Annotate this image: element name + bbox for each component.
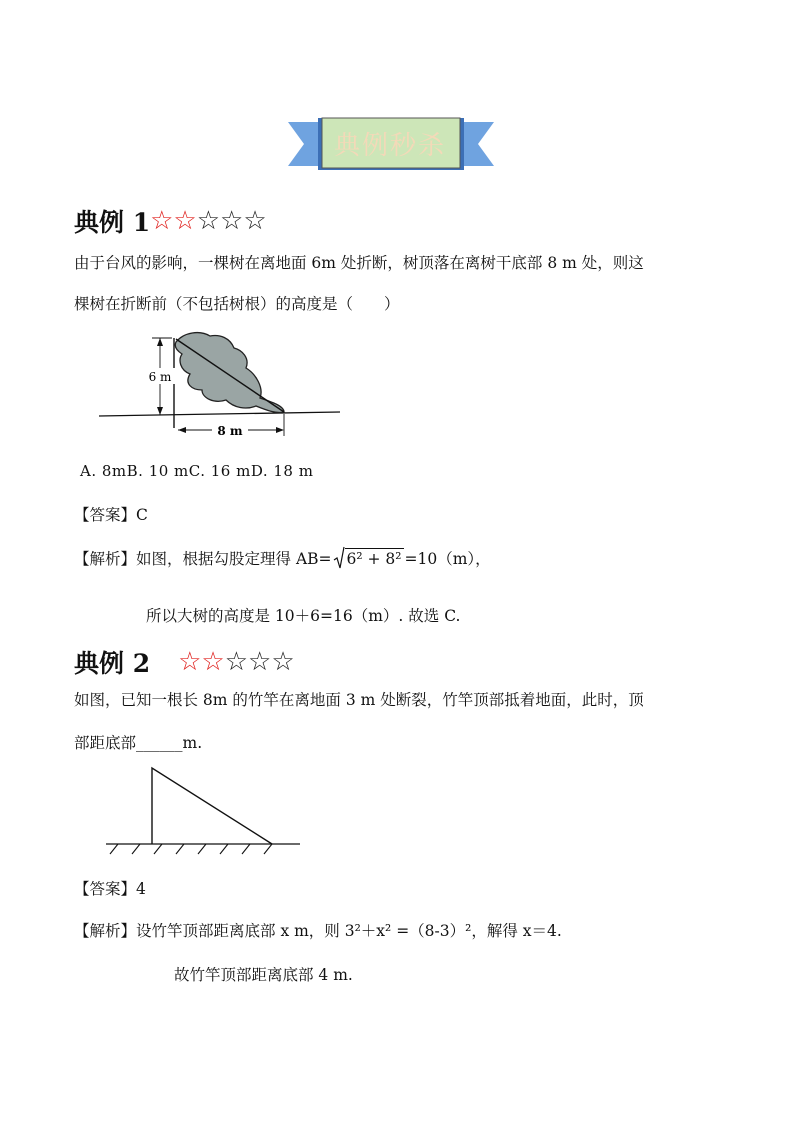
example-2-question-line-1: 如图，已知一根长 8m 的竹竿在离地面 3 m 处断裂，竹竿顶部抵着地面，此时，顶 (74, 691, 644, 709)
rating-stars-red: ☆☆ (150, 206, 197, 236)
analysis-text: 如图，根据勾股定理得 AB= (136, 550, 332, 568)
example-2-question-line-2: 部距底部______m. (74, 734, 203, 752)
rating-stars-empty: ☆☆☆ (196, 206, 267, 236)
example-2-title: 典例 2 (74, 649, 151, 678)
analysis-text: 设竹竿顶部距离底部 x m，则 3²＋x² =（8-3）²，解得 x＝4. (136, 922, 562, 940)
example-1-analysis (74, 546, 491, 570)
radical-sign-icon (333, 546, 345, 570)
example-1-choices: A. 8mB. 10 mC. 16 mD. 18 m (80, 462, 314, 480)
banner-title: 典例秒杀 (333, 130, 446, 161)
answer-tag: 【答案】 (74, 506, 137, 524)
example-2-analysis (74, 919, 562, 941)
answer-value: C (136, 506, 148, 524)
sqrt-expression (333, 546, 404, 570)
base-label: 8 m (217, 424, 243, 438)
answer-tag: 【答案】 (74, 880, 137, 898)
analysis-tag: 【解析】 (74, 550, 137, 568)
example-1-question-line-2: 棵树在折断前（不包括树根）的高度是（ ） (74, 295, 400, 313)
example-1-title: 典例 1 (74, 208, 151, 237)
example-1-question-line-1: 由于台风的影响，一棵树在离地面 6m 处折断，树顶落在离树干底部 8 m 处，则这 (74, 254, 644, 272)
example-2-answer (74, 877, 146, 899)
example-1-conclusion: 所以大树的高度是 10＋6=16（m）. 故选 C. (146, 607, 461, 625)
example-2-conclusion: 故竹竿顶部距离底部 4 m. (174, 966, 353, 984)
answer-value: 4 (136, 880, 146, 898)
tree-figure (96, 328, 344, 440)
example-1-answer (74, 503, 148, 525)
radicand: 6² + 8² (346, 549, 402, 568)
rating-stars-empty: ☆☆☆ (224, 647, 295, 677)
example-2-heading (74, 644, 295, 680)
rating-stars-red: ☆☆ (178, 647, 225, 677)
example-1-heading (74, 203, 267, 239)
analysis-result: =10（m）， (404, 550, 491, 568)
analysis-tag: 【解析】 (74, 922, 137, 940)
bamboo-figure (100, 760, 304, 860)
height-label: 6 m (148, 370, 172, 384)
